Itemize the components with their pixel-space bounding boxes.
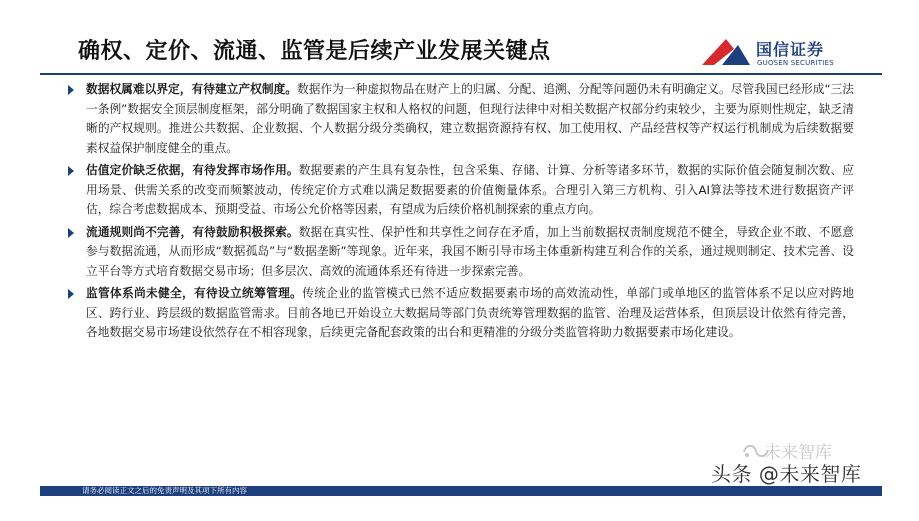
- bullet-arrow-icon: [68, 228, 74, 238]
- company-logo: [700, 33, 850, 75]
- bullet-arrow-icon: [68, 289, 74, 299]
- list-item: [86, 80, 854, 158]
- item-body: 数据作为一种虚拟物品在财产上的归属、分配、追溯、分配等问题仍未有明确定义。尽管我国已经形成“三法一条例”数据安全顶层制度框架，部分明确了数据国家主权和人格权的问题，但现行法律中对相关数据产权部分约束较少，主要为原则性规定，缺乏清晰的产权规则。推进公共数据、企业数据、个人数据分级分类确权，建立数据资源持有权、加工使用权、产品经营权等产权运行机制成为后续数据要素权益保护制度健全的重点。: [86, 82, 854, 155]
- list-item: [86, 223, 854, 282]
- list-item: [86, 284, 854, 343]
- source-credit: 头条 @未来智库: [711, 462, 862, 486]
- list-item: [86, 161, 854, 220]
- item-body: 数据要素的产生具有复杂性，包含采集、存储、计算、分析等诸多环节，数据的实际价值会随复制次数、应用场景、供需关系的改变而频繁波动，传统定价方式难以满足数据要素的价值衡量体系。合理引入第三方机构、引入AI算法等技术进行数据资产评估，综合考虑数据成本、预期受益、市场公允价格等因素，有望成为后续价格机制探索的重点方向。: [86, 163, 854, 216]
- item-body: 传统企业的监管模式已然不适应数据要素市场的高效流动性，单部门或单地区的监管体系不足以应对跨地区、跨行业、跨层级的数据监管需求。目前各地已开始设立大数据局等部门负责统筹管理数据的监管、治理及运营体系，但顶层设计依然有待完善，各地数据交易市场建设依然存在不相容现象，后续更完备配套政策的出台和更精准的分级分类监管将助力数据要素市场化建设。: [86, 286, 854, 339]
- logo-mark-icon: [700, 35, 752, 69]
- item-body: 数据在真实性、保护性和共享性之间存在矛盾，加上当前数据权责制度规范不健全，导致企业不敢、不愿意参与数据流通，从而形成“数据孤岛”与“数据垄断”等现象。近年来，我国不断引导市场主体重新构建互利合作的关系，通过规则制定、技术完善、设立平台等方式培育数据交易市场；但多层次、高效的流通体系还有待进一步探索完善。: [86, 224, 854, 278]
- item-lead: 流通规则尚不完善，有待鼓励积极探索。: [86, 224, 299, 239]
- item-lead: 监管体系尚未健全，有待设立统筹管理。: [86, 286, 303, 300]
- logo-name-en: GUOSEN SECURITIES: [757, 59, 834, 67]
- bullet-arrow-icon: [68, 166, 74, 176]
- page-title: 确权、定价、流通、监管是后续产业发展关键点: [78, 39, 551, 64]
- watermark-text: 未来智库: [764, 443, 832, 463]
- logo-name-cn: 国信证券: [756, 40, 825, 59]
- bullet-list: [86, 80, 854, 346]
- bullet-arrow-icon: [68, 85, 74, 95]
- item-lead: 数据权属难以界定，有待建立产权制度。: [86, 82, 297, 96]
- footer-disclaimer: 请务必阅读正文之后的免责声明及其项下所有内容: [82, 486, 247, 495]
- item-lead: 估值定价缺乏依据，有待发挥市场作用。: [86, 163, 299, 177]
